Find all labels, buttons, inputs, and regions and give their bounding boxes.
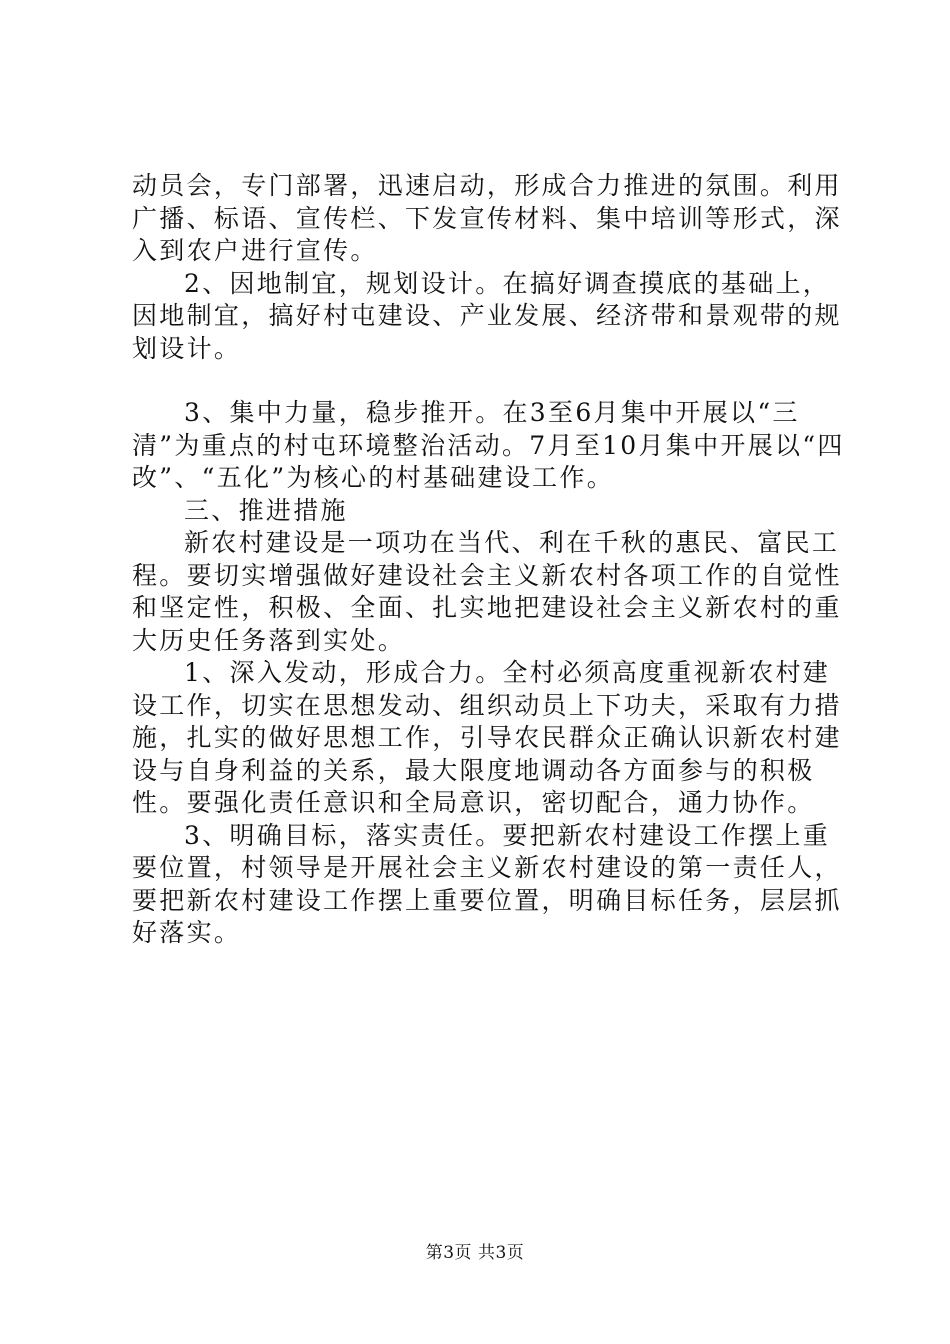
paragraph-gap: [132, 365, 852, 397]
page-footer: 第3页 共3页: [425, 1243, 525, 1263]
paragraph-2: 2、因地制宜，规划设计。在搞好调查摸底的基础上，因地制宜，搞好村屯建设、产业发展、经济带和景观带的规划设计。: [132, 268, 842, 363]
paragraph-1: 动员会，专门部署，迅速启动，形成合力推进的氛围。利用广播、标语、宣传栏、下发宣传材料、集中培训等形式，深入到农户进行宣传。: [132, 171, 842, 265]
document-body: [132, 170, 852, 950]
paragraph-4: 新农村建设是一项功在当代、利在千秋的惠民、富民工程。要切实增强做好建设社会主义新农村各项工作的自觉性和坚定性，积极、全面、扎实地把建设社会主义新农村的重大历史任务落到实处。: [132, 528, 842, 655]
paragraph-5: 1、深入发动，形成合力。全村必须高度重视新农村建设工作，切实在思想发动、组织动员上下功夫，采取有力措施，扎实的做好思想工作，引导农民群众正确认识新农村建设与自身利益的关系，最大限度地调动各方面参与的积极性。要强化责任意识和全局意识，密切配合，通力协作。: [132, 658, 842, 817]
section-heading: 三、推进措施: [184, 495, 348, 525]
paragraph-3: 3、集中力量，稳步推开。在3至6月集中开展以“三清”为重点的村屯环境整治活动。7月至10月集中开展以“四改”、“五化”为核心的村基础建设工作。: [132, 398, 845, 492]
paragraph-6: 3、明确目标，落实责任。要把新农村建设工作摆上重要位置，村领导是开展社会主义新农村建设的第一责任人，要把新农村建设工作摆上重要位置，明确目标任务，层层抓好落实。: [132, 820, 842, 947]
